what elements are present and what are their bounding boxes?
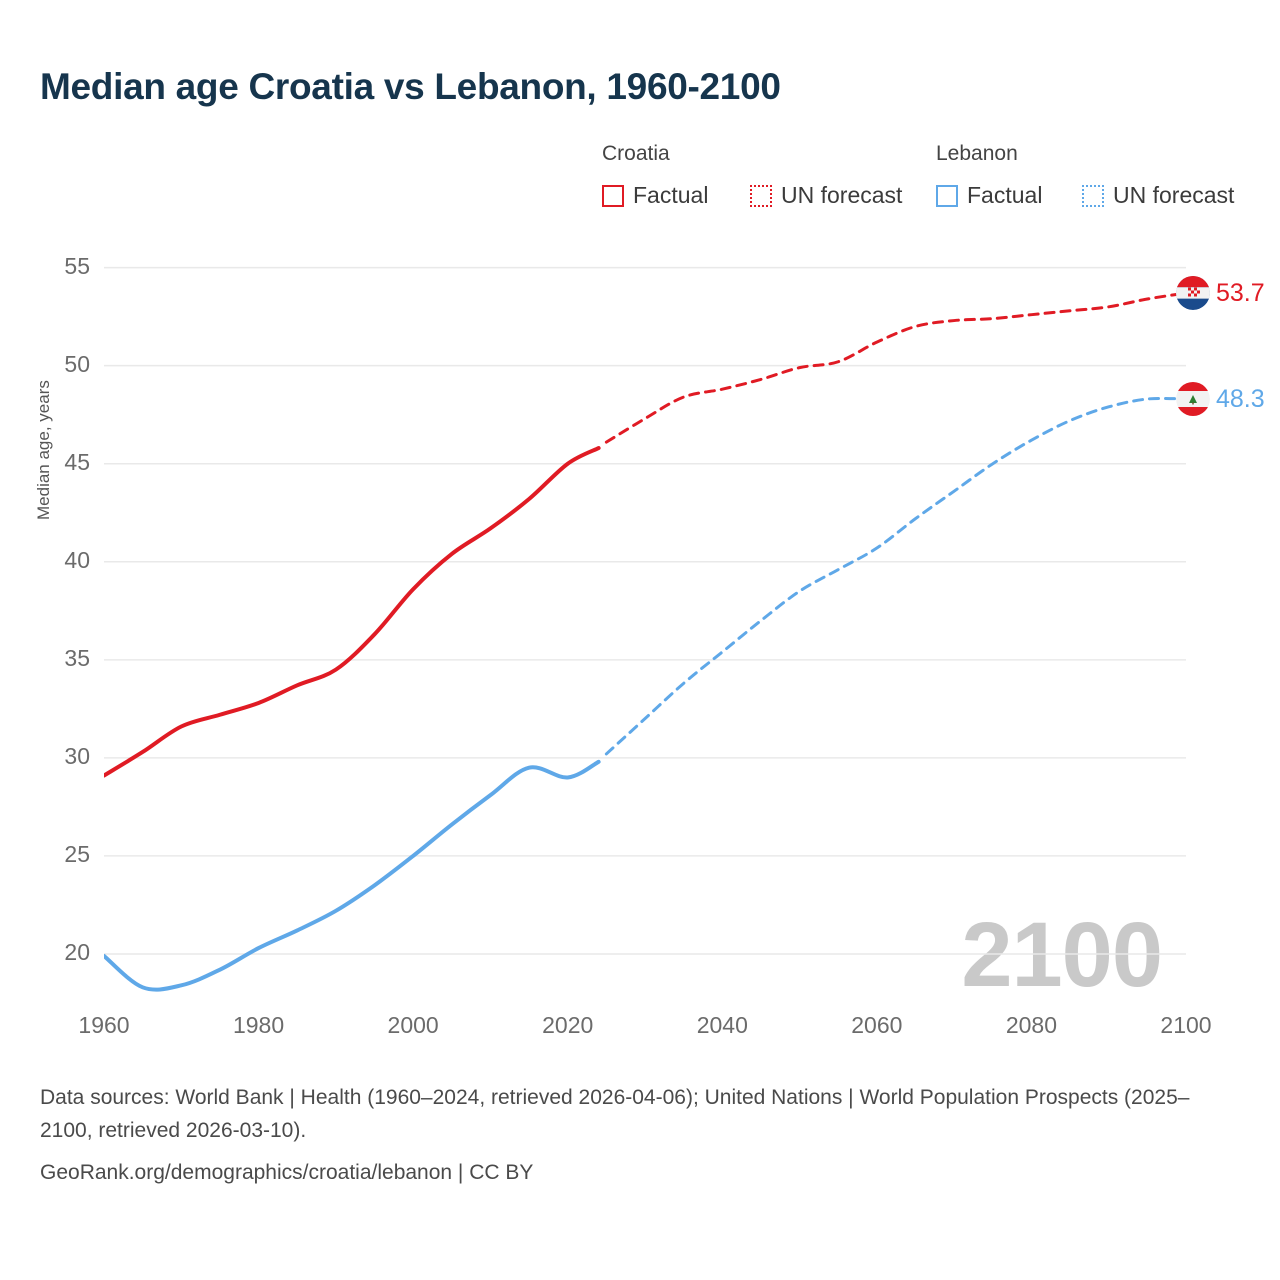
end-value-croatia: 53.7 [1216, 278, 1265, 307]
y-tick-label: 50 [64, 350, 90, 377]
legend-item-label: Factual [967, 182, 1043, 208]
series-line [104, 762, 599, 990]
footer-line-1: Data sources: World Bank | Health (1960–2024, retrieved 2026-04-06); United Nations | World Population Prospects (2025–2100, retrieved 2026-03-10). [40, 1086, 1190, 1142]
plot-area [104, 248, 1186, 1003]
end-marker-lebanon [1176, 382, 1265, 416]
y-tick-label: 40 [64, 546, 90, 573]
y-tick-label: 30 [64, 742, 90, 769]
dotted-line-swatch-icon [1082, 185, 1104, 207]
y-tick-label: 25 [64, 840, 90, 867]
x-tick-label: 2040 [696, 1012, 748, 1038]
footer-line-2: GeoRank.org/demographics/croatia/lebanon | CC BY [40, 1161, 534, 1185]
legend-item-lebanon-factual[interactable] [936, 182, 1042, 209]
solid-line-swatch-icon [602, 185, 624, 207]
series-line [104, 448, 599, 775]
end-value-lebanon: 48.3 [1216, 384, 1265, 413]
x-tick-label: 2020 [542, 1012, 594, 1038]
y-tick-label: 20 [64, 938, 90, 965]
x-tick-label: 2060 [851, 1012, 903, 1038]
x-axis-ticks [78, 1012, 1212, 1052]
legend-item-croatia-forecast[interactable] [750, 182, 902, 209]
legend-country-croatia: Croatia [602, 142, 670, 165]
x-tick-label: 2000 [387, 1012, 439, 1038]
legend-item-label: Factual [633, 182, 709, 208]
y-tick-label: 35 [64, 644, 90, 671]
y-tick-label: 55 [64, 252, 90, 279]
legend-country-row [560, 142, 1260, 172]
x-tick-label: 2080 [1005, 1012, 1058, 1038]
x-tick-label: 1960 [78, 1012, 130, 1038]
y-axis-label: Median age, years [34, 380, 53, 520]
legend-items-row [560, 182, 1260, 218]
page-title: Median age Croatia vs Lebanon, 1960-2100 [40, 66, 781, 107]
watermark-year: 2100 [961, 904, 1162, 1006]
lebanon-flag-icon [1176, 382, 1210, 416]
chart-legend [560, 142, 1260, 218]
y-axis-ticks [40, 248, 90, 1003]
legend-item-lebanon-forecast[interactable] [1082, 182, 1234, 209]
legend-item-label: UN forecast [781, 182, 903, 208]
dotted-line-swatch-icon [750, 185, 772, 207]
croatia-flag-icon [1176, 276, 1210, 310]
legend-item-croatia-factual[interactable] [602, 182, 708, 209]
chart-svg [104, 248, 1186, 1003]
series-line [606, 293, 1186, 442]
x-tick-label: 2100 [1160, 1012, 1212, 1038]
legend-country-lebanon: Lebanon [936, 142, 1018, 165]
solid-line-swatch-icon [936, 185, 958, 207]
x-tick-label: 1980 [232, 1012, 285, 1038]
legend-item-label: UN forecast [1113, 182, 1235, 208]
footer-sources [40, 1082, 1220, 1190]
end-marker-croatia [1176, 276, 1265, 310]
y-tick-label: 45 [64, 448, 90, 475]
series-line [606, 398, 1186, 754]
